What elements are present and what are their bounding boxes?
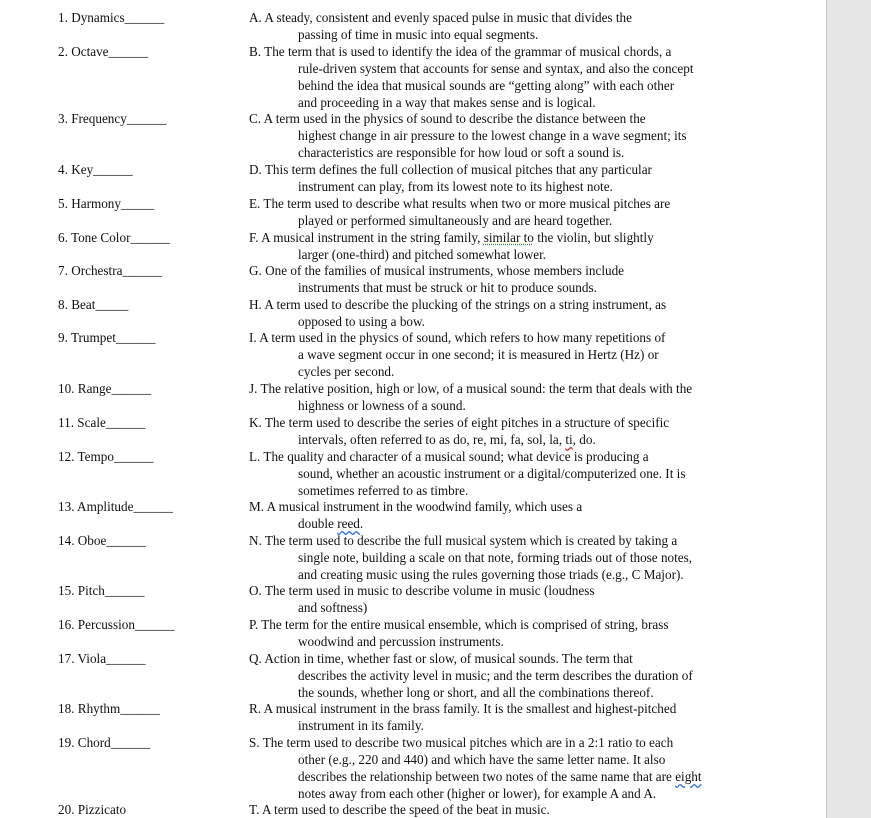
definition-line: played or performed simultaneously and are heard together.	[298, 213, 613, 228]
definition-line: larger (one-third) and pitched somewhat lower.	[298, 247, 547, 262]
term-item: 7. Orchestra______	[58, 263, 163, 278]
term-item: 4. Key______	[58, 162, 133, 177]
definition-line: and creating music using the rules governing those triads (e.g., C Major).	[298, 567, 684, 582]
definition-line: G. One of the families of musical instruments, whose members include	[249, 263, 625, 278]
term-item: 11. Scale______	[58, 415, 146, 430]
definition-item	[249, 616, 754, 650]
definition-item	[249, 582, 754, 616]
term-item: 18. Rhythm______	[58, 701, 160, 716]
definition-line: R. A musical instrument in the brass family. It is the smallest and highest-pitched	[249, 701, 677, 716]
definition-line: and softness)	[298, 600, 368, 615]
definition-line: opposed to using a bow.	[298, 314, 425, 329]
definition-line: highest change in air pressure to the lowest change in a wave segment; its	[298, 128, 687, 143]
term-item: 3. Frequency______	[58, 111, 167, 126]
definition-item	[249, 380, 754, 414]
definition-line: sound, whether an acoustic instrument or a digital/computerized one. It is	[298, 466, 686, 481]
term-item: 1. Dynamics______	[58, 10, 165, 25]
definition-item	[249, 9, 754, 43]
definition-line: describes the activity level in music; and the term describes the duration of	[298, 668, 693, 683]
definition-line: L. The quality and character of a musical sound; what device is producing a	[249, 449, 649, 464]
term-item: 2. Octave______	[58, 44, 149, 59]
definition-line: T. A term used to describe the speed of the beat in music.	[249, 802, 550, 817]
term-item: 12. Tempo______	[58, 449, 154, 464]
definition-line: rule-driven system that accounts for sense and syntax, and also the concept	[298, 61, 694, 76]
definition-item	[249, 195, 754, 229]
definition-item	[249, 262, 754, 296]
definition-line: highness or lowness of a sound.	[298, 398, 466, 413]
proofing-underline: similar to	[483, 230, 534, 245]
proofing-underline: eight	[675, 769, 702, 784]
definition-item	[249, 161, 754, 195]
term-item: 13. Amplitude______	[58, 499, 174, 514]
definition-line: P. The term for the entire musical ensemble, which is comprised of string, brass	[249, 617, 669, 632]
definition-item	[249, 700, 754, 734]
term-item: 6. Tone Color______	[58, 230, 171, 245]
definition-line: E. The term used to describe what results when two or more musical pitches are	[249, 196, 671, 211]
definition-line: cycles per second.	[298, 364, 395, 379]
term-item: 16. Percussion______	[58, 617, 175, 632]
definition-line: sometimes referred to as timbre.	[298, 483, 469, 498]
definition-line: double reed.	[298, 516, 364, 531]
definition-item	[249, 734, 754, 802]
window-scroll-gutter[interactable]	[826, 0, 871, 818]
term-item: 10. Range______	[58, 381, 152, 396]
definition-line: behind the idea that musical sounds are “getting along” with each other	[298, 78, 675, 93]
term-item: 20. Pizzicato	[58, 802, 127, 817]
term-item: 9. Trumpet______	[58, 330, 156, 345]
definition-line: J. The relative position, high or low, of a musical sound: the term that deals with the	[249, 381, 693, 396]
definition-item	[249, 329, 754, 380]
definition-line: passing of time in music into equal segments.	[298, 27, 539, 42]
definition-line: notes away from each other (higher or lower), for example A and A.	[298, 786, 657, 801]
definition-item	[249, 498, 754, 532]
definition-item	[249, 296, 754, 330]
definition-line: characteristics are responsible for how loud or soft a sound is.	[298, 145, 625, 160]
definition-line: instrument can play, from its lowest note to its highest note.	[298, 179, 613, 194]
definition-line: instrument in its family.	[298, 718, 424, 733]
definition-line: Q. Action in time, whether fast or slow, of musical sounds. The term that	[249, 651, 633, 666]
term-item: 14. Oboe______	[58, 533, 146, 548]
term-item: 15. Pitch______	[58, 583, 145, 598]
definition-line: describes the relationship between two notes of the same name that are eight	[298, 769, 702, 784]
definition-line: H. A term used to describe the plucking of the strings on a string instrument, as	[249, 297, 667, 312]
definition-item	[249, 414, 754, 448]
definition-line: M. A musical instrument in the woodwind family, which uses a	[249, 499, 583, 514]
definition-line: S. The term used to describe two musical pitches which are in a 2:1 ratio to each	[249, 735, 674, 750]
definition-line: other (e.g., 220 and 440) and which have the same letter name. It also	[298, 752, 666, 767]
proofing-underline: ti	[565, 432, 573, 447]
definition-item	[249, 229, 754, 263]
definition-line: woodwind and percussion instruments.	[298, 634, 504, 649]
definition-item	[249, 448, 754, 499]
definition-item	[249, 532, 754, 583]
definition-line: instruments that must be struck or hit to produce sounds.	[298, 280, 597, 295]
definition-line: F. A musical instrument in the string family, similar to the violin, but slightly	[249, 230, 654, 245]
definition-line: B. The term that is used to identify the idea of the grammar of musical chords, a	[249, 44, 672, 59]
term-item: 8. Beat_____	[58, 297, 129, 312]
definition-line: N. The term used to describe the full musical system which is created by taking a	[249, 533, 678, 548]
proofing-underline: reed	[337, 516, 360, 531]
definition-line: intervals, often referred to as do, re, mi, fa, sol, la, ti, do.	[298, 432, 596, 447]
definition-line: A. A steady, consistent and evenly spaced pulse in music that divides the	[249, 10, 632, 25]
definition-line: I. A term used in the physics of sound, which refers to how many repetitions of	[249, 330, 666, 345]
definition-line: and proceeding in a way that makes sense and is logical.	[298, 95, 596, 110]
definition-line: C. A term used in the physics of sound to describe the distance between the	[249, 111, 646, 126]
definition-line: K. The term used to describe the series of eight pitches in a structure of specific	[249, 415, 670, 430]
definition-item	[249, 110, 754, 161]
definition-line: a wave segment occur in one second; it is measured in Hertz (Hz) or	[298, 347, 659, 362]
definition-item	[249, 650, 754, 701]
term-item: 19. Chord______	[58, 735, 151, 750]
definition-item	[249, 43, 754, 111]
definition-line: O. The term used in music to describe volume in music (loudness	[249, 583, 595, 598]
definition-line: single note, building a scale on that note, forming triads out of those notes,	[298, 550, 693, 565]
term-item: 17. Viola______	[58, 651, 146, 666]
term-item: 5. Harmony_____	[58, 196, 154, 211]
definition-item	[249, 801, 754, 818]
definition-line: D. This term defines the full collection of musical pitches that any particular	[249, 162, 652, 177]
definition-line: the sounds, whether long or short, and all the combinations thereof.	[298, 685, 654, 700]
